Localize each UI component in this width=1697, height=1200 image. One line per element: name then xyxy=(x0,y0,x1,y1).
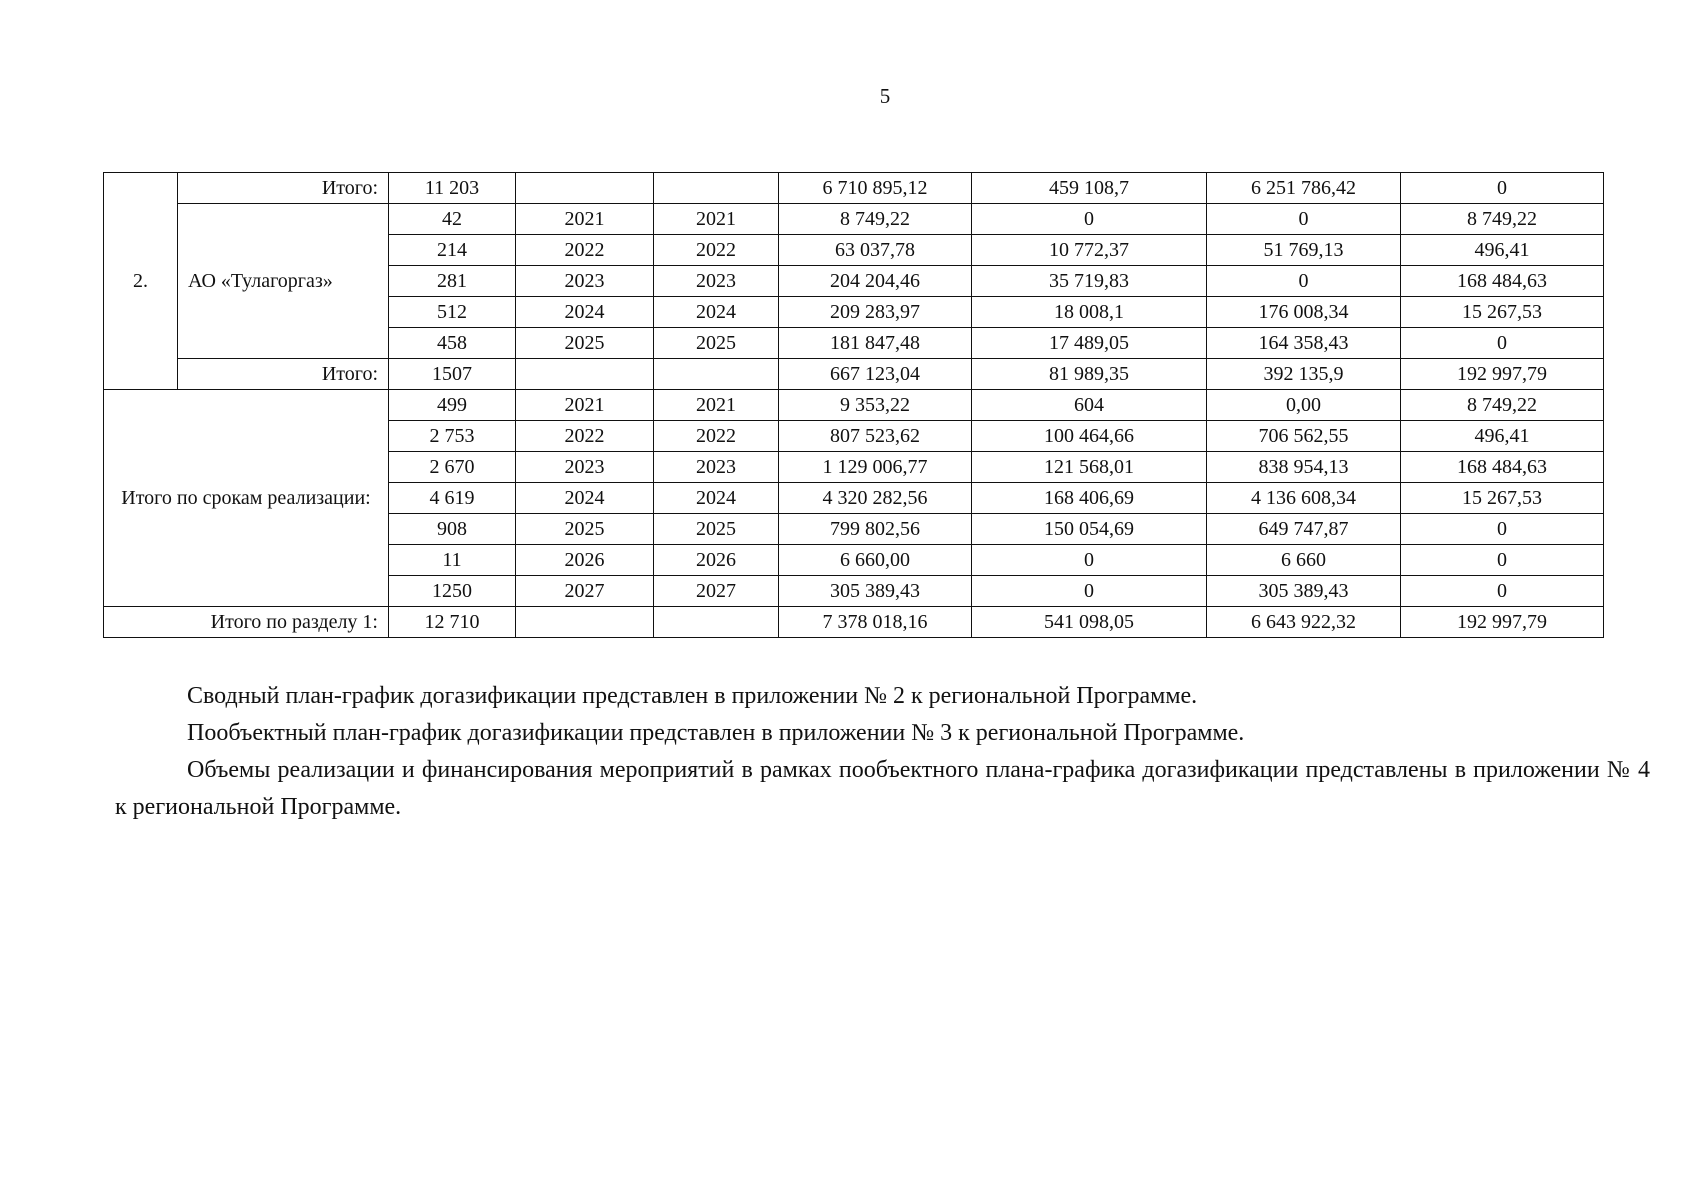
table-cell xyxy=(516,607,654,638)
table-cell xyxy=(516,173,654,204)
table-cell xyxy=(654,173,779,204)
table-row-previous-total xyxy=(104,173,1604,204)
table-cell: 214 xyxy=(389,235,516,266)
table-cell: 667 123,04 xyxy=(779,359,972,390)
table-cell: 17 489,05 xyxy=(972,328,1207,359)
table-cell: 164 358,43 xyxy=(1207,328,1401,359)
table-cell: 0 xyxy=(1401,545,1604,576)
table-cell: 7 378 018,16 xyxy=(779,607,972,638)
table-cell: 2022 xyxy=(516,421,654,452)
table-cell: 10 772,37 xyxy=(972,235,1207,266)
table-cell: 458 xyxy=(389,328,516,359)
table-cell: 11 203 xyxy=(389,173,516,204)
table-cell: 6 710 895,12 xyxy=(779,173,972,204)
table-cell: 2025 xyxy=(516,328,654,359)
table-cell: 8 749,22 xyxy=(779,204,972,235)
table-cell: 0 xyxy=(1401,328,1604,359)
section-index: 2. xyxy=(104,173,178,390)
by-terms-label: Итого по срокам реализации: xyxy=(104,390,389,607)
table-cell: 6 660,00 xyxy=(779,545,972,576)
table-cell: 0 xyxy=(1207,204,1401,235)
table-cell xyxy=(654,607,779,638)
table-cell: 6 660 xyxy=(1207,545,1401,576)
table-cell: 2021 xyxy=(516,204,654,235)
table-cell: 0 xyxy=(1401,514,1604,545)
table-body xyxy=(104,173,1604,638)
table-cell: 12 710 xyxy=(389,607,516,638)
table-cell: 281 xyxy=(389,266,516,297)
table-cell: 0 xyxy=(1401,576,1604,607)
table-cell: 0 xyxy=(1401,173,1604,204)
table-cell: 204 204,46 xyxy=(779,266,972,297)
table-cell: 2027 xyxy=(516,576,654,607)
table-cell: 8 749,22 xyxy=(1401,390,1604,421)
table-cell: 9 353,22 xyxy=(779,390,972,421)
table-cell: 2024 xyxy=(516,297,654,328)
table-cell: 168 484,63 xyxy=(1401,452,1604,483)
table-cell: 2022 xyxy=(654,421,779,452)
table-cell: 8 749,22 xyxy=(1401,204,1604,235)
table-cell: 15 267,53 xyxy=(1401,483,1604,514)
table-cell: 209 283,97 xyxy=(779,297,972,328)
table-cell: 2025 xyxy=(654,328,779,359)
table-cell xyxy=(654,359,779,390)
table-cell: 0,00 xyxy=(1207,390,1401,421)
table-cell: 2024 xyxy=(654,483,779,514)
table-cell: 168 406,69 xyxy=(972,483,1207,514)
table-cell: 4 619 xyxy=(389,483,516,514)
table-cell: 2023 xyxy=(516,452,654,483)
table-cell: 649 747,87 xyxy=(1207,514,1401,545)
paragraph-summary-plan: Сводный план-график догазификации представлен в приложении № 2 к региональной Программе. xyxy=(187,683,1198,709)
table-cell: 2023 xyxy=(654,452,779,483)
table-row xyxy=(104,204,1604,235)
total-label: Итого: xyxy=(178,359,389,390)
table-cell: 192 997,79 xyxy=(1401,359,1604,390)
table-cell: 0 xyxy=(972,545,1207,576)
table-cell: 1 129 006,77 xyxy=(779,452,972,483)
table-cell: 496,41 xyxy=(1401,421,1604,452)
table-cell: 392 135,9 xyxy=(1207,359,1401,390)
table-cell: 2021 xyxy=(654,390,779,421)
table-cell: 2024 xyxy=(654,297,779,328)
organization-name: АО «Тулагоргаз» xyxy=(178,204,389,359)
table-cell: 2 670 xyxy=(389,452,516,483)
table-cell: 4 136 608,34 xyxy=(1207,483,1401,514)
table-cell: 11 xyxy=(389,545,516,576)
table-cell: 2023 xyxy=(516,266,654,297)
table-cell: 6 643 922,32 xyxy=(1207,607,1401,638)
table-cell: 512 xyxy=(389,297,516,328)
table-cell: 2021 xyxy=(654,204,779,235)
table-cell: 51 769,13 xyxy=(1207,235,1401,266)
table-cell: 0 xyxy=(972,204,1207,235)
table-cell: 807 523,62 xyxy=(779,421,972,452)
table-cell: 2021 xyxy=(516,390,654,421)
table-cell: 838 954,13 xyxy=(1207,452,1401,483)
table-cell: 604 xyxy=(972,390,1207,421)
table-cell: 35 719,83 xyxy=(972,266,1207,297)
table-cell: 42 xyxy=(389,204,516,235)
table-cell: 2024 xyxy=(516,483,654,514)
table-cell: 2023 xyxy=(654,266,779,297)
paragraph-volumes: Объемы реализации и финансирования мероприятий в рамках пообъектного плана-графика догазификации представлены в приложении № 4 к региональной Программе. xyxy=(115,757,1650,820)
table-cell: 305 389,43 xyxy=(1207,576,1401,607)
table-cell: 100 464,66 xyxy=(972,421,1207,452)
paragraph-object-plan: Пообъектный план-график догазификации представлен в приложении № 3 к региональной Программе. xyxy=(187,720,1245,746)
table-cell: 2022 xyxy=(516,235,654,266)
table-cell: 81 989,35 xyxy=(972,359,1207,390)
table-cell: 15 267,53 xyxy=(1401,297,1604,328)
table-cell: 150 054,69 xyxy=(972,514,1207,545)
table-cell: 192 997,79 xyxy=(1401,607,1604,638)
table-cell: 2 753 xyxy=(389,421,516,452)
table-cell: 706 562,55 xyxy=(1207,421,1401,452)
table-cell: 799 802,56 xyxy=(779,514,972,545)
table-row-by-terms xyxy=(104,390,1604,421)
table-row-section-total xyxy=(104,359,1604,390)
table-cell: 176 008,34 xyxy=(1207,297,1401,328)
table-cell: 0 xyxy=(1207,266,1401,297)
table-cell: 168 484,63 xyxy=(1401,266,1604,297)
table-cell: 2026 xyxy=(516,545,654,576)
financing-table xyxy=(103,172,1604,638)
table-row-grand-total xyxy=(104,607,1604,638)
table-cell: 2025 xyxy=(516,514,654,545)
table-cell: 4 320 282,56 xyxy=(779,483,972,514)
table-cell: 1250 xyxy=(389,576,516,607)
page-number: 5 xyxy=(879,84,891,108)
table-cell: 0 xyxy=(972,576,1207,607)
table-cell: 6 251 786,42 xyxy=(1207,173,1401,204)
table-cell: 121 568,01 xyxy=(972,452,1207,483)
table-cell: 2027 xyxy=(654,576,779,607)
table-cell: 2022 xyxy=(654,235,779,266)
table-cell: 2025 xyxy=(654,514,779,545)
total-label: Итого: xyxy=(178,173,389,204)
table-cell: 305 389,43 xyxy=(779,576,972,607)
table-cell xyxy=(516,359,654,390)
body-text xyxy=(115,678,1650,826)
table-cell: 499 xyxy=(389,390,516,421)
table-cell: 1507 xyxy=(389,359,516,390)
table-cell: 908 xyxy=(389,514,516,545)
table-cell: 541 098,05 xyxy=(972,607,1207,638)
grand-total-label: Итого по разделу 1: xyxy=(104,607,389,638)
table-cell: 181 847,48 xyxy=(779,328,972,359)
table-cell: 18 008,1 xyxy=(972,297,1207,328)
table-cell: 459 108,7 xyxy=(972,173,1207,204)
table-cell: 496,41 xyxy=(1401,235,1604,266)
table-cell: 2026 xyxy=(654,545,779,576)
table-cell: 63 037,78 xyxy=(779,235,972,266)
